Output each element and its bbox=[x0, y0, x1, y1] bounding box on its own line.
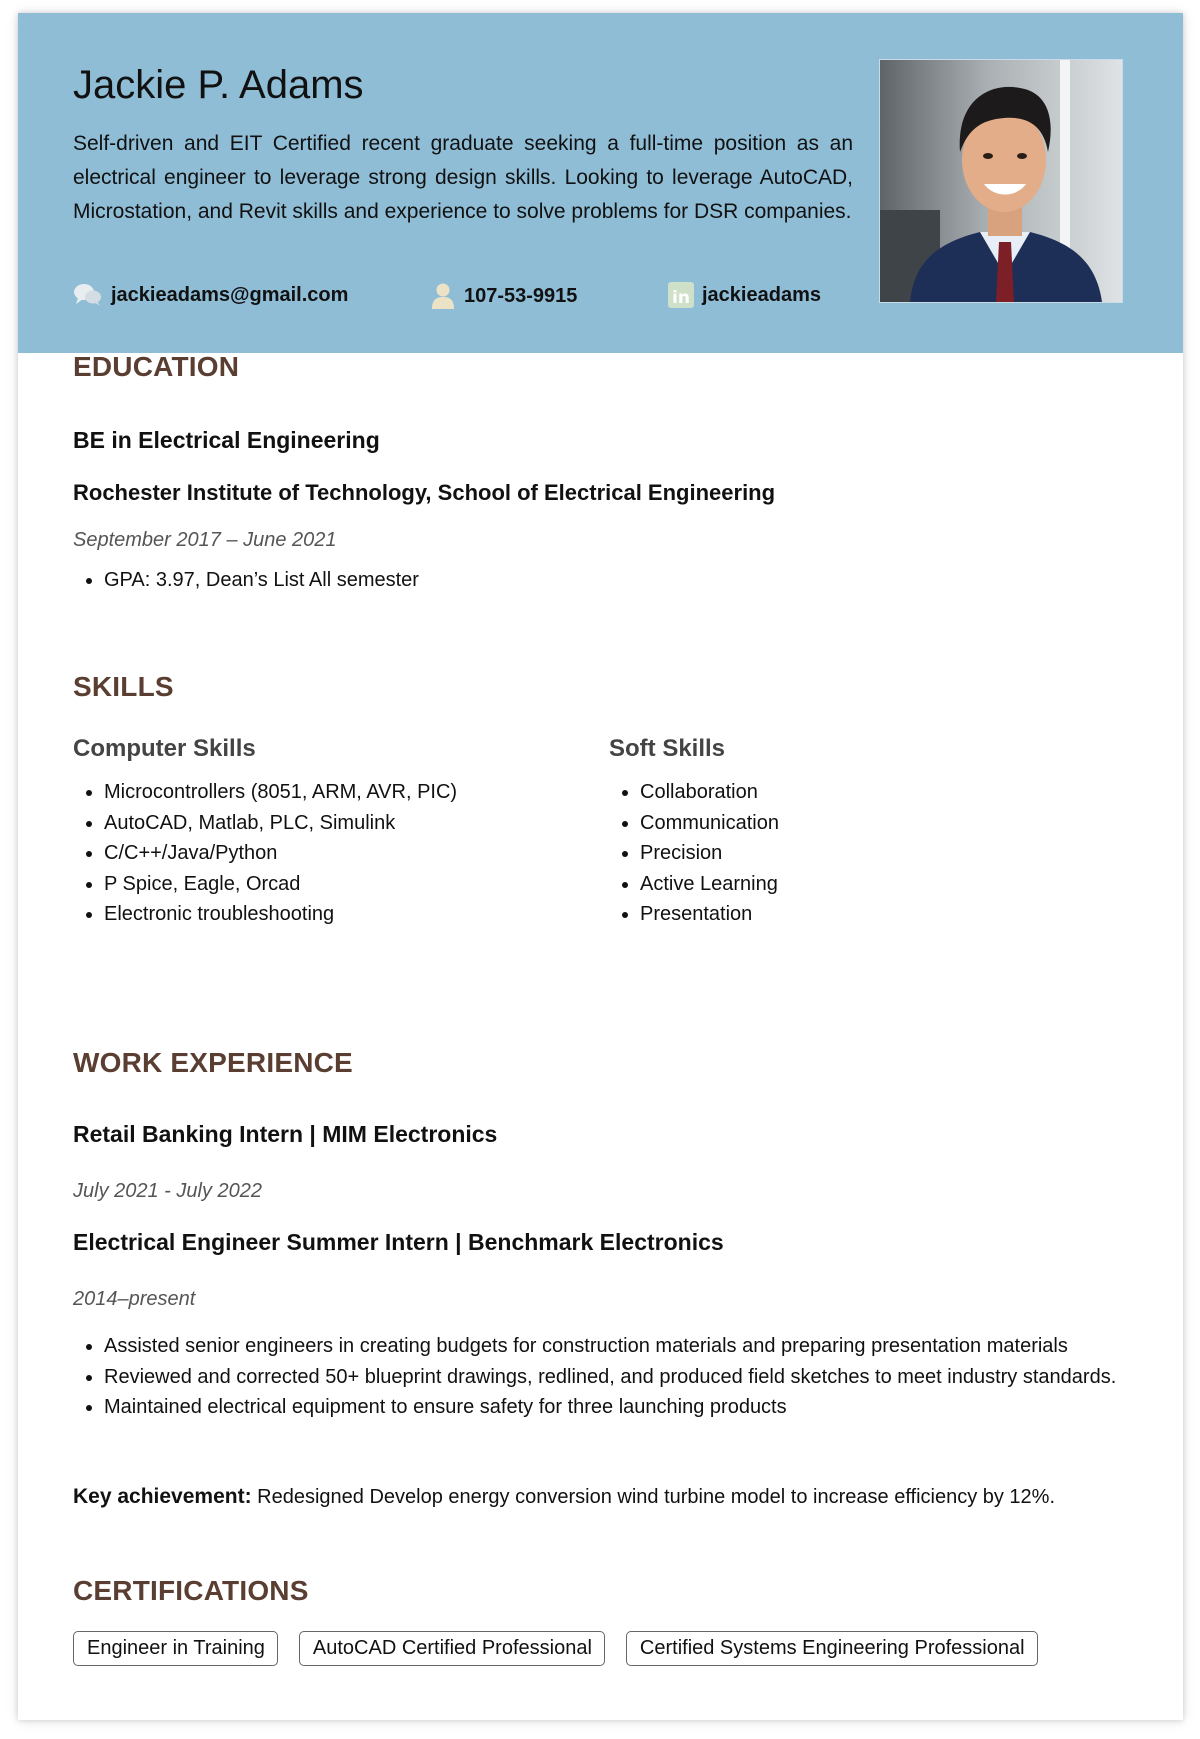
header-banner bbox=[18, 13, 1183, 353]
list-item: • Assisted senior engineers in creating budgets for construction materials and preparing presentation materials bbox=[104, 1331, 1123, 1362]
education-bullets bbox=[73, 565, 419, 596]
job-title: Electrical Engineer Summer Intern | Benchmark Electronics bbox=[73, 1229, 724, 1255]
svg-text:in: in bbox=[672, 288, 690, 308]
list-item: • Presentation bbox=[640, 899, 779, 930]
education-dates: September 2017 – June 2021 bbox=[73, 529, 337, 551]
work-experience-title: WORK EXPERIENCE bbox=[73, 1047, 353, 1078]
job-dates: 2014–present bbox=[73, 1288, 196, 1310]
computer-skills-heading: Computer Skills bbox=[73, 735, 256, 762]
contact-linkedin[interactable] bbox=[668, 282, 821, 308]
degree-title: BE in Electrical Engineering bbox=[73, 427, 380, 453]
summary-text: Self-driven and EIT Certified recent graduate seeking a full-time position as an electrical engineer to leverage strong design skills. Looking to leverage AutoCAD, Microstation, and Revit skills and experience to solve problems for DSR companies. bbox=[73, 132, 853, 223]
contact-phone[interactable] bbox=[430, 282, 577, 310]
job-dates: July 2021 - July 2022 bbox=[73, 1180, 263, 1202]
key-achievement bbox=[73, 1485, 1123, 1509]
soft-skills-list bbox=[609, 777, 779, 930]
certification-chip: Certified Systems Engineering Professional bbox=[626, 1631, 1038, 1666]
list-item: • Collaboration bbox=[640, 777, 779, 808]
education-title: EDUCATION bbox=[73, 351, 240, 382]
job-title: Retail Banking Intern | MIM Electronics bbox=[73, 1121, 498, 1147]
list-item: • Microcontrollers (8051, ARM, AVR, PIC) bbox=[104, 777, 457, 808]
email-text: jackieadams@gmail.com bbox=[111, 283, 349, 306]
resume-page bbox=[18, 13, 1183, 1720]
list-item: • Reviewed and corrected 50+ blueprint drawings, redlined, and produced field sketches to meet industry standards. bbox=[104, 1362, 1123, 1393]
certification-list bbox=[73, 1631, 1059, 1666]
school-name: Rochester Institute of Technology, School of Electrical Engineering bbox=[73, 480, 776, 505]
soft-skills-heading: Soft Skills bbox=[609, 735, 726, 762]
computer-skills-list bbox=[73, 777, 457, 930]
phone-text: 107-53-9915 bbox=[464, 284, 578, 307]
candidate-name: Jackie P. Adams bbox=[73, 63, 364, 107]
certifications-title: CERTIFICATIONS bbox=[73, 1575, 309, 1606]
person-icon bbox=[430, 282, 456, 310]
linkedin-text: jackieadams bbox=[702, 283, 821, 306]
chat-bubbles-icon bbox=[73, 282, 103, 308]
profile-photo bbox=[879, 59, 1123, 303]
list-item: • Electronic troubleshooting bbox=[104, 899, 457, 930]
list-item: • AutoCAD, Matlab, PLC, Simulink bbox=[104, 808, 457, 839]
skills-title: SKILLS bbox=[73, 671, 174, 702]
list-item: • Communication bbox=[640, 808, 779, 839]
list-item: • Precision bbox=[640, 838, 779, 869]
contact-email[interactable] bbox=[73, 282, 348, 308]
certification-chip: Engineer in Training bbox=[73, 1631, 278, 1666]
list-item: • P Spice, Eagle, Orcad bbox=[104, 869, 457, 900]
job-bullets bbox=[73, 1331, 1123, 1423]
list-item: • Maintained electrical equipment to ensure safety for three launching products bbox=[104, 1392, 1123, 1423]
list-item: • C/C++/Java/Python bbox=[104, 838, 457, 869]
list-item: • GPA: 3.97, Dean’s List All semester bbox=[104, 565, 419, 596]
certification-chip: AutoCAD Certified Professional bbox=[299, 1631, 605, 1666]
key-achievement-text: Redesigned Develop energy conversion wind turbine model to increase efficiency by 12%. bbox=[251, 1486, 1056, 1508]
key-achievement-label: Key achievement: bbox=[73, 1485, 252, 1508]
linkedin-icon bbox=[668, 282, 694, 308]
list-item: • Active Learning bbox=[640, 869, 779, 900]
